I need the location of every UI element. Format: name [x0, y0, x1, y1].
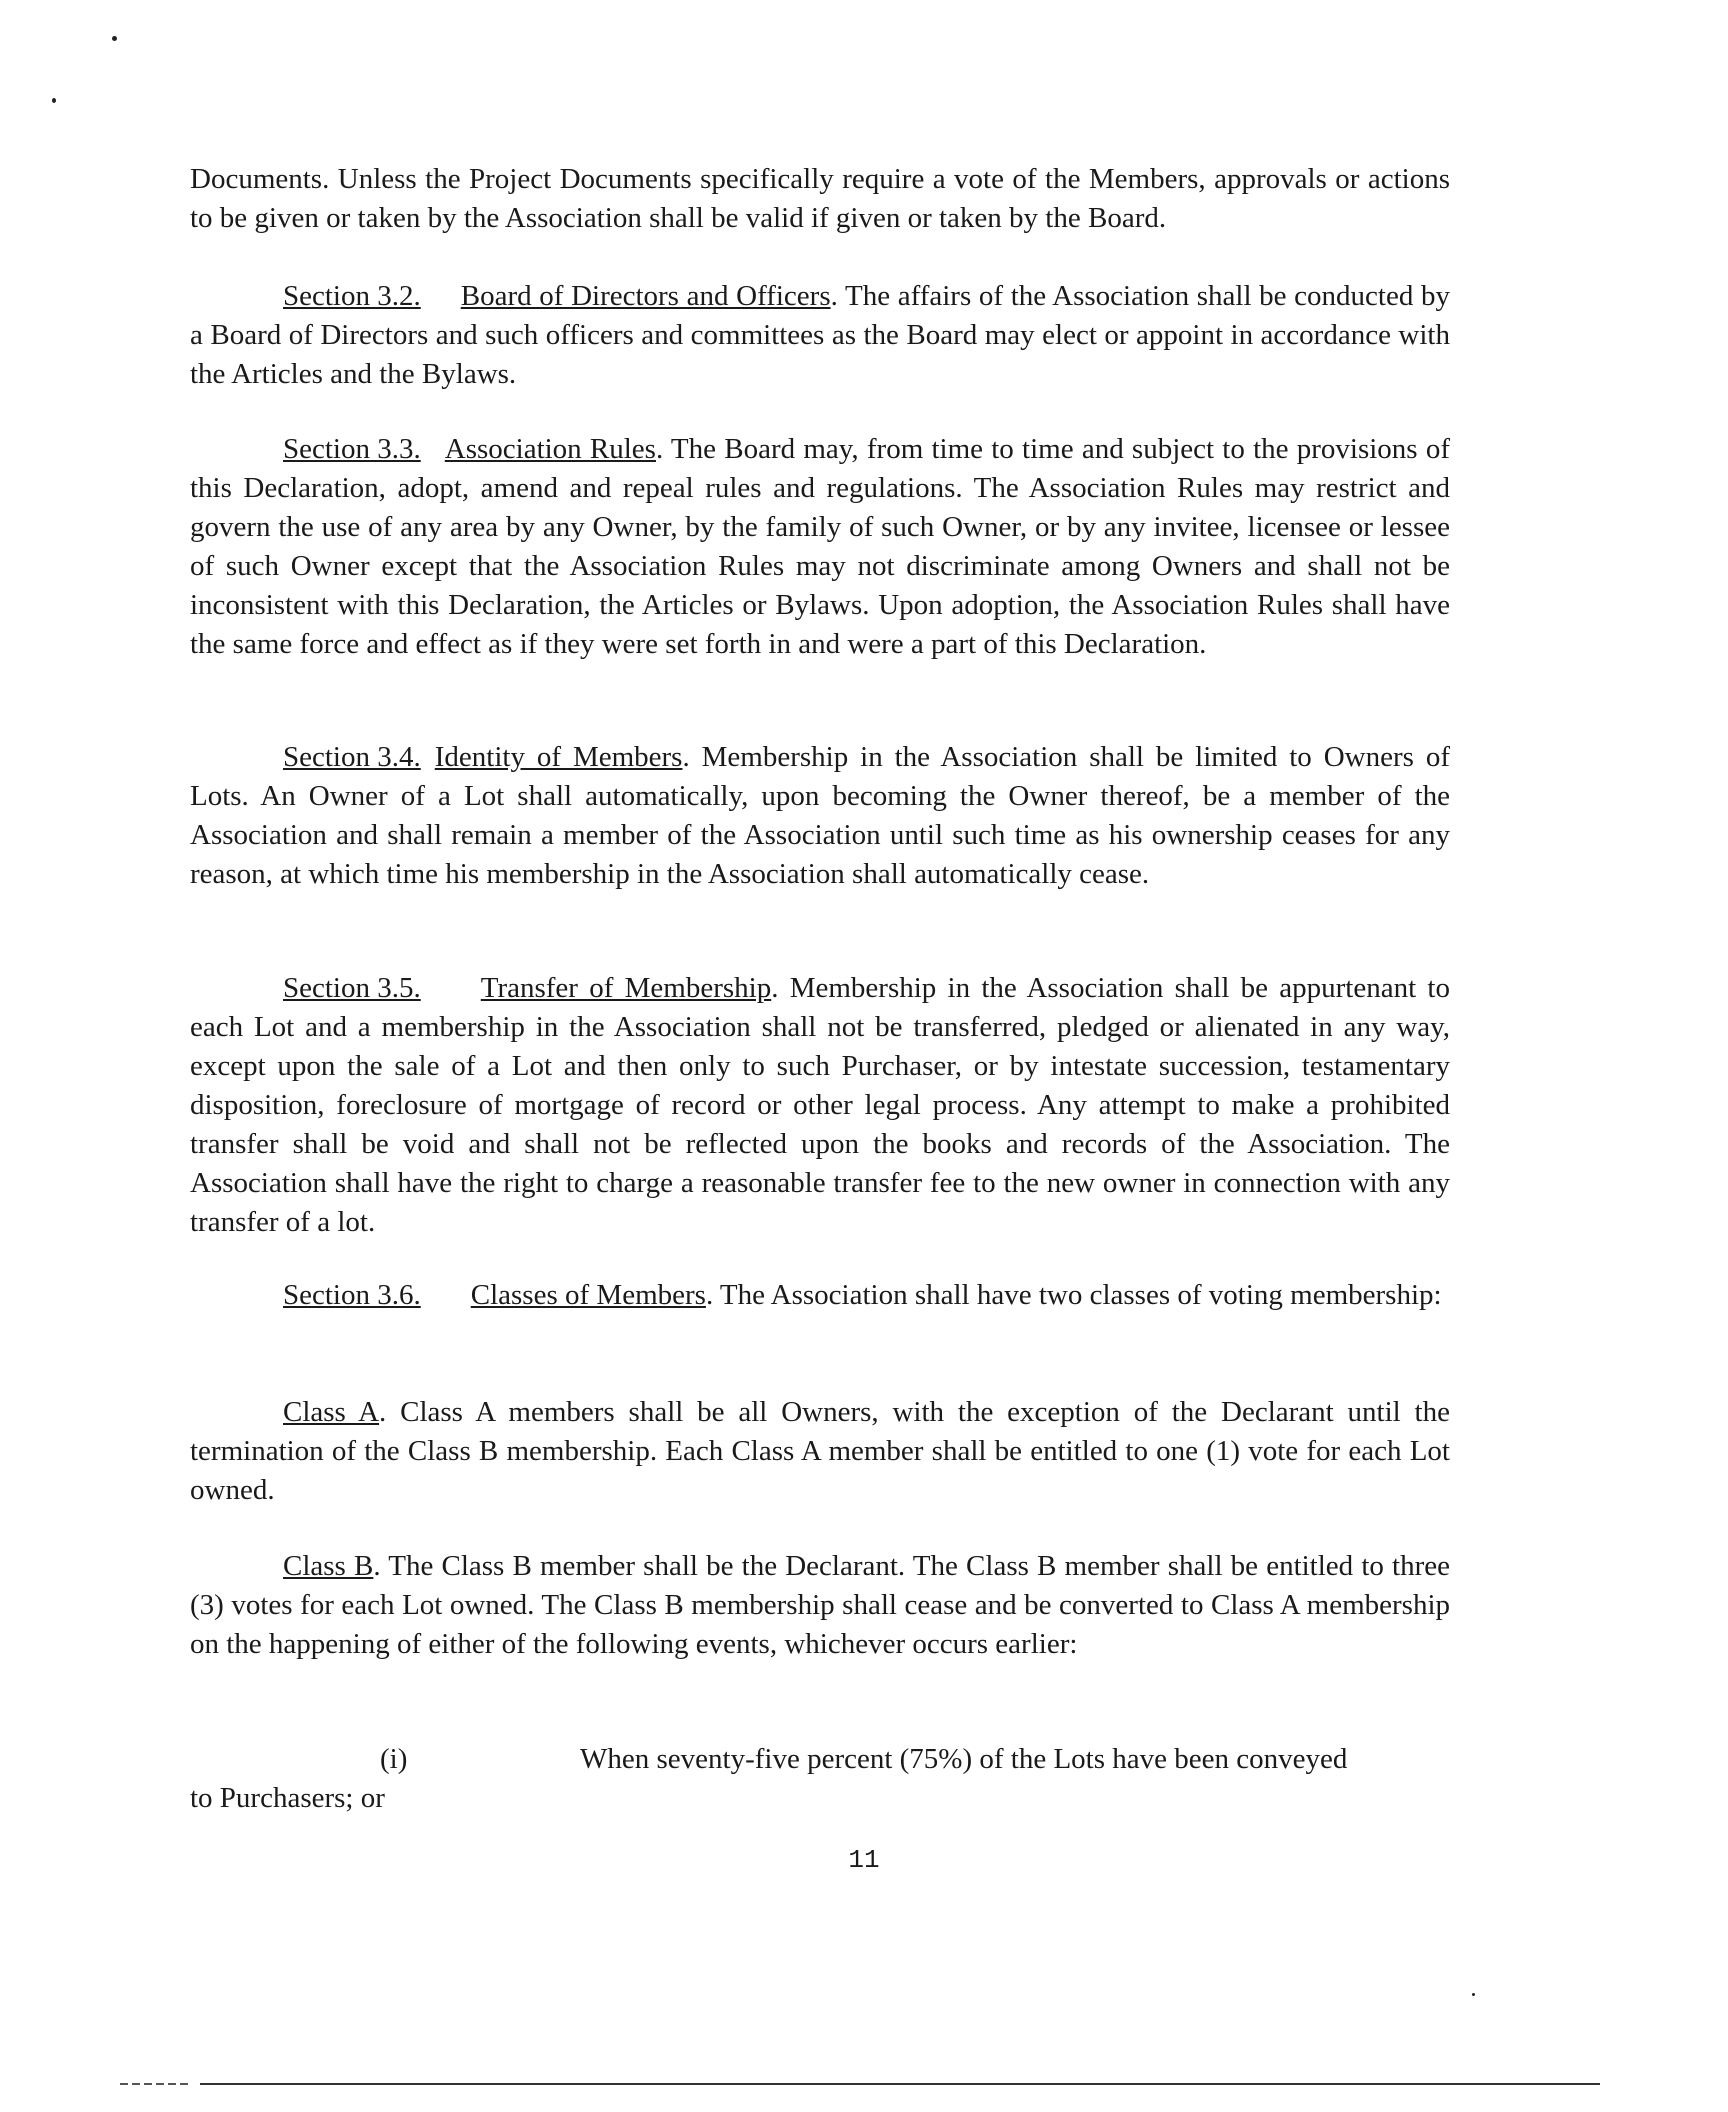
class-b-paragraph	[190, 1547, 1450, 1664]
section-title: Identity of Members	[434, 741, 683, 773]
class-body: . Class A members shall be all Owners, with the exception of the Declarant until the termination of the Class B membership. Each Class A member shall be entitled to one (1) vote for each Lot owned.	[190, 1396, 1450, 1506]
scan-speck	[1472, 1993, 1475, 1996]
scan-speck	[112, 36, 117, 41]
class-title: Class A	[283, 1396, 380, 1428]
section-number: Section 3.4.	[283, 741, 421, 773]
section-title: Board of Directors and Officers	[460, 280, 831, 312]
item-text-continued: to Purchasers; or	[190, 1782, 385, 1814]
section-3-5	[190, 969, 1450, 1242]
section-body: . Membership in the Association shall be appurtenant to each Lot and a membership in the Association shall not be transferred, pledged or alienated in any way, except upon the sale of a Lot and then only to such Purchaser, or by intestate succession, testamentary disposition, foreclosure of mortgage of record or other legal process. Any attempt to make a prohibited transfer shall be void and shall not be reflected upon the books and records of the Association. The Association shall have the right to charge a reasonable transfer fee to the new owner in connection with any transfer of a lot.	[190, 972, 1450, 1238]
section-title: Classes of Members	[470, 1279, 706, 1311]
class-body: . The Class B member shall be the Declarant. The Class B member shall be entitled to three (3) votes for each Lot owned. The Class B membership shall cease and be converted to Class A membership on the happening of either of the following events, whichever occurs earlier:	[190, 1550, 1451, 1660]
item-text: When seventy-five percent (75%) of the Lots have been conveyed	[580, 1743, 1348, 1775]
section-number: Section 3.3.	[283, 433, 421, 465]
section-body: . The Board may, from time to time and subject to the provisions of this Declaration, adopt, amend and repeal rules and regulations. The Association Rules may restrict and govern the use of any area by any Owner, by the family of such Owner, or by any invitee, licensee or lessee of such Owner except that the Association Rules may not discriminate among Owners and shall not be inconsistent with this Declaration, the Articles or Bylaws. Upon adoption, the Association Rules shall have the same force and effect as if they were set forth in and were a part of this Declaration.	[190, 433, 1450, 660]
section-3-4	[190, 738, 1450, 894]
scan-speck	[52, 98, 56, 103]
section-body: . The affairs of the Association shall be conducted by a Board of Directors and such officers and committees as the Board may elect or appoint in accordance with the Articles and the Bylaws.	[190, 280, 1450, 390]
section-title: Transfer of Membership	[480, 972, 772, 1004]
footer-dashed-rule	[120, 2083, 190, 2085]
section-title: Association Rules	[444, 433, 656, 465]
section-body: . Membership in the Association shall be limited to Owners of Lots. An Owner of a Lot shall automatically, upon becoming the Owner thereof, be a member of the Association and shall remain a member of the Association until such time as his ownership ceases for any reason, at which time his membership in the Association shall automatically cease.	[190, 741, 1450, 890]
section-number: Section 3.2.	[283, 280, 421, 312]
class-title: Class B	[283, 1550, 374, 1582]
section-3-2	[190, 277, 1450, 394]
section-3-6	[190, 1276, 1450, 1315]
page-number: 11	[848, 1845, 880, 1875]
intro-paragraph	[190, 160, 1450, 238]
section-number: Section 3.5.	[283, 972, 421, 1004]
footer-rule	[200, 2083, 1600, 2085]
list-item-i	[190, 1740, 1450, 1820]
item-marker: (i)	[380, 1743, 408, 1775]
section-3-3	[190, 430, 1450, 664]
faded-stamp	[505, 12, 695, 42]
section-number: Section 3.6.	[283, 1279, 421, 1311]
intro-text: Documents. Unless the Project Documents specifically require a vote of the Members, approvals or actions to be given or taken by the Association shall be valid if given or taken by the Board.	[190, 163, 1450, 234]
section-body: . The Association shall have two classes of voting membership:	[705, 1279, 1442, 1311]
class-a-paragraph	[190, 1393, 1450, 1510]
